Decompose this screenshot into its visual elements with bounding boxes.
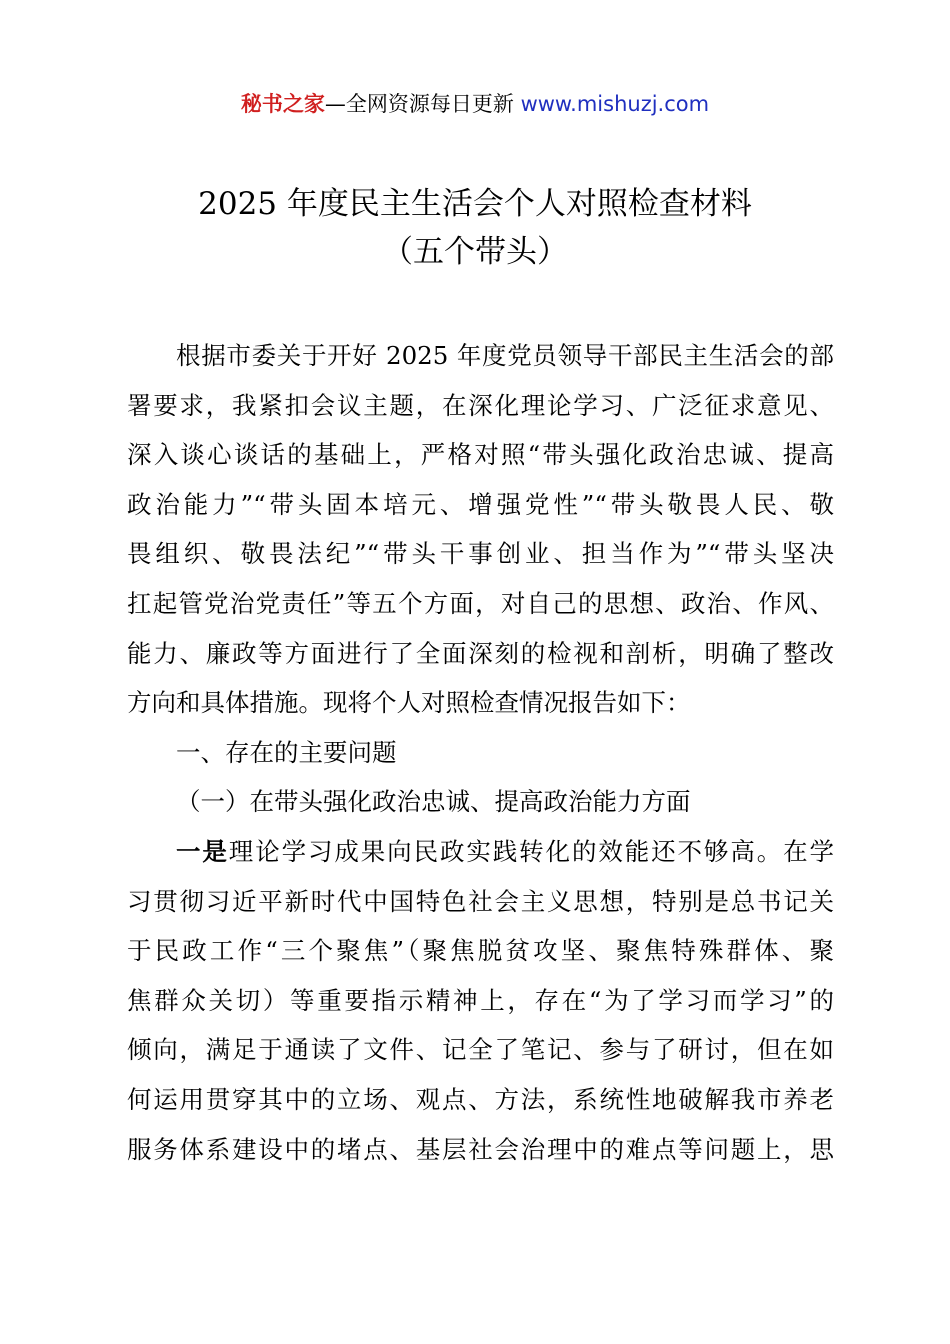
paragraph-line: 扛起管党治党责任”等五个方面，对自己的思想、政治、作风、 — [127, 588, 834, 618]
title-line-2: （五个带头） — [382, 234, 568, 270]
paragraph-line: 焦群众关切）等重要指示精神上，存在“为了学习而学习”的 — [127, 985, 834, 1015]
paragraph-line: 能力、廉政等方面进行了全面深刻的检视和剖析，明确了整改 — [127, 638, 834, 668]
paragraph-line: 根据市委关于开好 2025 年度党员领导干部民主生活会的部 — [176, 341, 834, 370]
document-title — [0, 180, 950, 276]
brand-name: 秘书之家 — [240, 92, 325, 116]
section-heading: 一、存在的主要问题 — [176, 737, 397, 767]
site-url-link[interactable]: www.mishuzj.com — [520, 92, 710, 116]
paragraph-line: 何运用贯穿其中的立场、观点、方法，系统性地破解我市养老 — [127, 1084, 834, 1114]
site-banner — [0, 86, 950, 122]
paragraph-line: 方向和具体措施。现将个人对照检查情况报告如下： — [127, 688, 691, 718]
title-line-1: 2025 年度民主生活会个人对照检查材料 — [198, 186, 752, 222]
point-lead: 一是 — [176, 836, 229, 866]
paragraph-line: 深入谈心谈话的基础上，严格对照“带头强化政治忠诚、提高 — [127, 440, 834, 470]
paragraph-line — [127, 827, 834, 877]
paragraph-line: 政治能力”“带头固本培元、增强党性”“带头敬畏人民、敬 — [127, 489, 834, 519]
paragraph-line: 习贯彻习近平新时代中国特色社会主义思想，特别是总书记关 — [127, 886, 834, 916]
subsection-heading: （一）在带头强化政治忠诚、提高政治能力方面 — [176, 787, 691, 817]
paragraph-line: 服务体系建设中的堵点、基层社会治理中的难点等问题上，思 — [127, 1134, 834, 1164]
paragraph-line: 倾向，满足于通读了文件、记全了笔记、参与了研讨，但在如 — [127, 1035, 834, 1065]
paragraph-line: 署要求，我紧扣会议主题，在深化理论学习、广泛征求意见、 — [127, 390, 834, 420]
paragraph-line: 于民政工作“三个聚焦”（聚焦脱贫攻坚、聚焦特殊群体、聚 — [127, 936, 834, 966]
point-text: 理论学习成果向民政实践转化的效能还不够高。在学 — [228, 836, 835, 866]
paragraph-line: 畏组织、敬畏法纪”“带头干事创业、担当作为”“带头坚决 — [127, 539, 834, 569]
document-body — [127, 331, 834, 1174]
banner-tagline: —全网资源每日更新 — [324, 92, 521, 116]
